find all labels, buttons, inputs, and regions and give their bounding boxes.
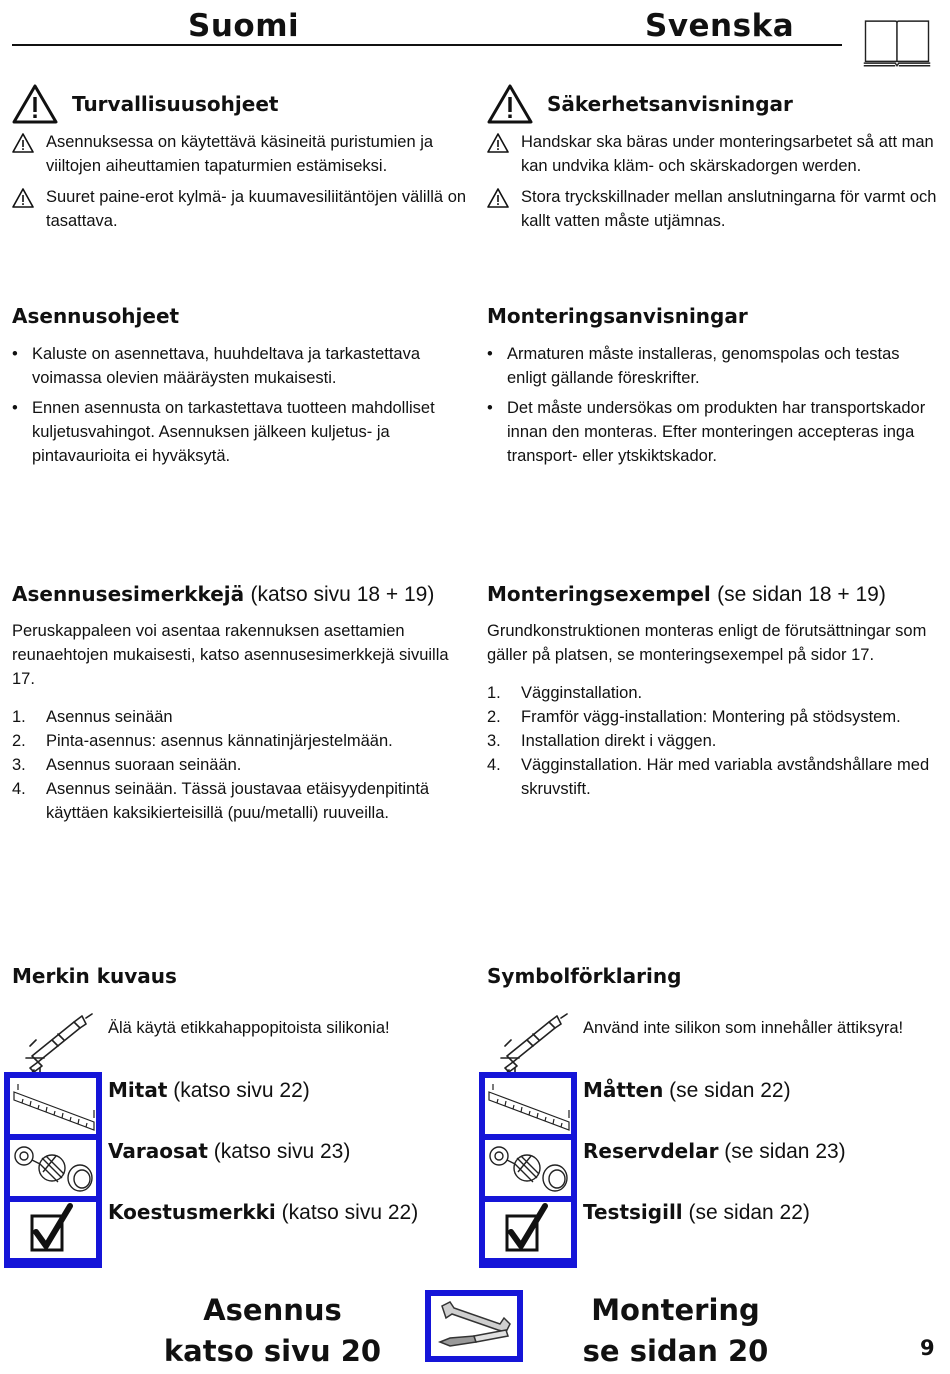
ruler-icon [10,1078,96,1134]
sv-examples-intro: Grundkonstruktionen monteras enligt de förutsättningar som gäller på platsen, se monteringsexempel på sidor 17. [487,622,927,664]
sv-footer-line1: Montering [591,1293,760,1327]
warning-triangle-icon [12,84,58,124]
sv-install-section [487,304,932,474]
list-item: 4. Vägginstallation. Här med variabla avståndshållare med skruvstift. [487,753,937,801]
fi-safety-text: Asennuksessa on käytettävä käsineitä puristumien ja viiltojen aiheuttamien tapaturmien estämiseksi. [46,133,434,175]
list-item-text: Framför vägg-installation: Montering på stödsystem. [521,708,901,726]
fi-install-section [12,304,467,474]
page-number: 9 [920,1336,935,1360]
list-item: • Armaturen måste installeras, genomspolas och testas enligt gällande föreskrifter. [487,342,932,390]
sv-examples-ref: (se sidan 18 + 19) [717,583,886,606]
sv-safety-text: Handskar ska bäras under monteringsarbetet så att man kan undvika kläm- och skärskadorgen werden. [521,133,934,175]
warning-triangle-icon [487,188,509,208]
fi-examples-intro: Peruskappaleen voi asentaa rakennuksen asettamien reunaehtojen mukaisesti, katso asennusesimerkkejä sivuilla 17. [12,622,449,688]
fi-safety-section [12,84,472,233]
spare-parts-icon [485,1140,571,1196]
fi-test-label: Koestusmerkki (katso sivu 22) [108,1200,419,1224]
list-item-text: Kaluste on asennettava, huuhdeltava ja tarkastettava voimassa olevien määräysten mukaisesti. [32,345,421,387]
fi-safety-title: Turvallisuusohjeet [72,92,279,116]
ruler-icon [485,1078,571,1134]
list-item-text: Asennus suoraan seinään. [46,756,242,774]
wrench-screwdriver-icon [434,1298,514,1354]
language-title-swedish: Svenska [645,8,795,44]
list-item-text: Asennus seinään. Tässä joustavaa etäisyydenpitintä käyttäen kaksikierteisillä (puu/metalli) ruuveilla. [46,780,430,822]
list-item: 3. Installation direkt i väggen. [487,729,937,753]
fi-footer [140,1290,405,1372]
list-item-text: Vägginstallation. Här med variabla avståndshållare med skruvstift. [521,756,930,798]
warning-triangle-icon [487,84,533,124]
fi-examples-ref: (katso sivu 18 + 19) [250,583,435,606]
list-item-text: Ennen asennusta on tarkastettava tuotteen mahdolliset kuljetusvahingot. Asennuksen jälkeen kuljetus- ja pintavaurioita ei hyväksytä. [32,399,435,465]
fi-examples-title: Asennusesimerkkejä [12,582,245,606]
fi-safety-text: Suuret paine-erot kylmä- ja kuumavesiliitäntöjen välillä on tasattava. [46,188,467,230]
list-item: 3. Asennus suoraan seinään. [12,753,467,777]
fi-symbols-title: Merkin kuvaus [12,964,177,988]
sv-silicone-warning: Använd inte silikon som innehåller ättiksyra! [583,1019,904,1037]
sv-safety-title: Säkerhetsanvisningar [547,92,793,116]
header-rule [12,44,842,46]
warning-triangle-icon [12,133,34,153]
list-item-text: Pinta-asennus: asennus kännatinjärjestelmään. [46,732,393,750]
list-item: 2. Pinta-asennus: asennus kännatinjärjestelmään. [12,729,467,753]
sv-footer [548,1290,803,1372]
warning-triangle-icon [487,133,509,153]
symbol-box [4,1072,102,1268]
fi-footer-line1: Asennus [203,1293,342,1327]
list-item: 1. Vägginstallation. [487,681,937,705]
spare-parts-icon [10,1140,96,1196]
book-icon [862,14,932,72]
fi-footer-line2: katso sivu 20 [163,1334,382,1368]
list-item-text: Installation direkt i väggen. [521,732,717,750]
sv-examples-title: Monteringsexempel [487,582,711,606]
tools-box [425,1290,523,1362]
list-item-text: Asennus seinään [46,708,173,726]
sv-test-label: Testsigill (se sidan 22) [583,1200,810,1224]
fi-safety-item [12,185,472,233]
sv-safety-text: Stora tryckskillnader mellan anslutningarna för varmt och kallt vatten måste utjämnas. [521,188,937,230]
fi-examples-section [12,582,467,825]
sv-dims-label: Måtten (se sidan 22) [583,1078,791,1102]
list-item: • Det måste undersökas om produkten har transportskador innan den monteras. Efter monteringen accepteras inga transport- eller ytskiktskador. [487,396,932,468]
sv-footer-line2: se sidan 20 [582,1334,769,1368]
sv-install-title: Monteringsanvisningar [487,304,748,328]
list-item-text: Armaturen måste installeras, genomspolas och testas enligt gällande föreskrifter. [507,345,900,387]
fi-silicone-warning: Älä käytä etikkahappopitoista silikonia! [108,1019,390,1037]
fi-install-title: Asennusohjeet [12,304,180,328]
language-title-finnish: Suomi [188,8,300,44]
list-item-text: Vägginstallation. [521,684,643,702]
fi-dims-label: Mitat (katso sivu 22) [108,1078,310,1102]
list-item-text: Det måste undersökas om produkten har transportskador innan den monteras. Efter monteringen accepteras inga transport- eller ytskiktskador. [507,399,926,465]
list-item: • Kaluste on asennettava, huuhdeltava ja tarkastettava voimassa olevien määräysten mukaisesti. [12,342,467,390]
sv-safety-item [487,185,942,233]
fi-safety-item [12,130,472,178]
warning-triangle-icon [12,188,34,208]
sv-spare-label: Reservdelar (se sidan 23) [583,1139,846,1163]
list-item: 4. Asennus seinään. Tässä joustavaa etäisyydenpitintä käyttäen kaksikierteisillä (puu/metalli) ruuveilla. [12,777,467,825]
list-item: 1. Asennus seinään [12,705,467,729]
sv-safety-item [487,130,942,178]
checkmark-icon [485,1202,571,1258]
sv-symbols-title: Symbolförklaring [487,964,682,988]
list-item: • Ennen asennusta on tarkastettava tuotteen mahdolliset kuljetusvahingot. Asennuksen jälkeen kuljetus- ja pintavaurioita ei hyväksytä. [12,396,467,468]
sv-examples-section [487,582,937,801]
fi-spare-label: Varaosat (katso sivu 23) [108,1139,351,1163]
symbol-box [479,1072,577,1268]
checkmark-icon [10,1202,96,1258]
sv-safety-section [487,84,942,233]
list-item: 2. Framför vägg-installation: Montering på stödsystem. [487,705,937,729]
